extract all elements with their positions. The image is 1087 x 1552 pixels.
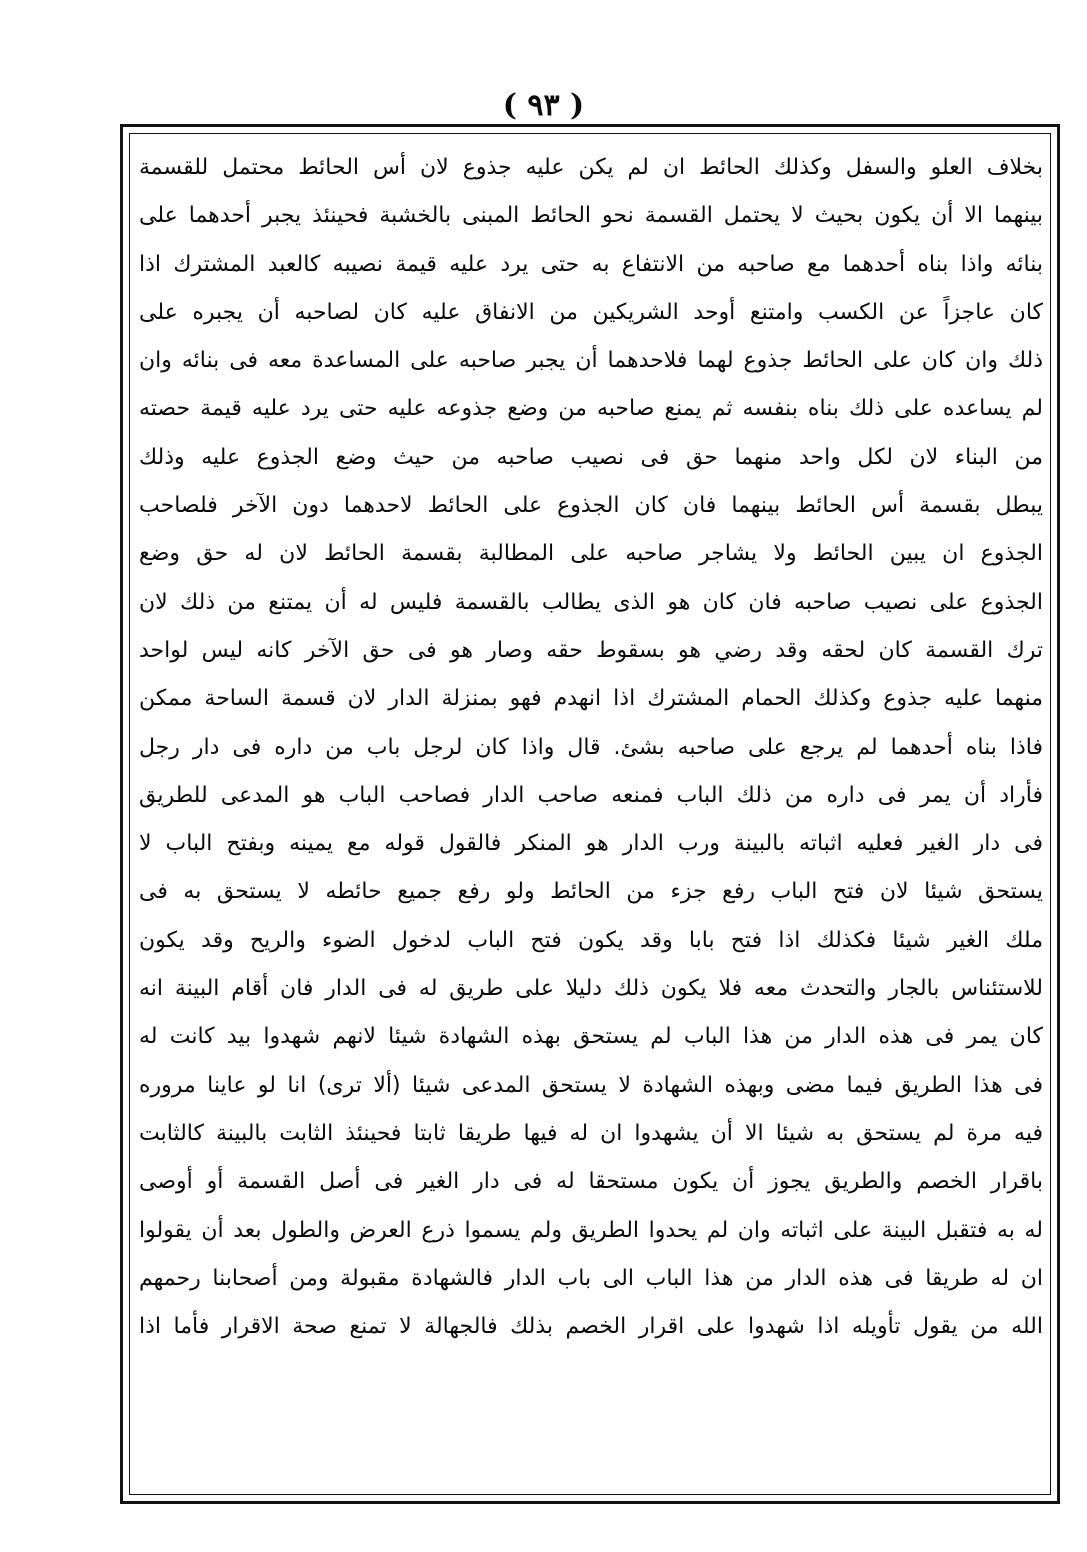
text-line: الله من يقول تأويله اذا شهدوا على اقرار الخصم بذلك فالجهالة لا تمنع صحة الاقرار فأما اذا [139,1314,1043,1340]
text-line: ملك الغير شيئا فكذلك اذا فتح بابا وقد يكون فتح الباب لدخول الضوء والريح وقد يكون [139,927,1043,953]
text-line: كان يمر فى هذه الدار من هذا الباب لم يستحق بهذه الشهادة شيئا لانهم شهدوا بيد كانت له [139,1024,1043,1050]
text-line: ترك القسمة كان لحقه وقد رضي هو بسقوط حقه وصار هو فى حق الآخر كانه ليس لواحد [139,637,1043,663]
text-line: فى هذا الطريق فيما مضى وبهذه الشهادة لا يستحق المدعى شيئا (ألا ترى) انا لو عاينا مروره [139,1072,1043,1098]
text-line: فاذا بناه أحدهما لم يرجع على صاحبه بشئ. قال واذا كان لرجل باب من داره فى دار رجل [139,734,1043,760]
text-line: فيه مرة لم يستحق به شيئا الا أن يشهدوا ان له فيها طريقا ثابتا فحينئذ الثابت بالبينة كالثابت [139,1120,1043,1146]
text-line: بنائه واذا بناه أحدهما مع صاحبه من الانتفاع به حتى يرد عليه قيمة نصيبه كالعبد المشترك اذا [139,251,1043,277]
text-line: ان له طريقا فى هذه الدار من هذا الباب الى باب الدار فالشهادة مقبولة ومن أصحابنا رحمهم [139,1265,1043,1291]
text-line: فى دار الغير فعليه اثباته بالبينة ورب الدار هو المنكر فالقول قوله مع يمينه وبفتح الباب لا [139,831,1043,857]
text-line: له به فتقبل البينة على اثباته وان لم يحدوا الطريق ولم يسموا ذرع العرض والطول بعد أن يقولوا [139,1217,1043,1243]
text-line: كان عاجزاً عن الكسب وامتنع أوحد الشريكين من الانفاق عليه كان لصاحبه أن يجبره على [139,299,1043,325]
text-line: بخلاف العلو والسفل وكذلك الحائط ان لم يكن عليه جذوع لان أس الحائط محتمل للقسمة [139,155,1043,180]
text-line: بينهما الا أن يكون بحيث لا يحتمل القسمة نحو الحائط المبنى بالخشبة فحينئذ يجبر أحدهما على [139,203,1043,229]
text-line: ذلك وان كان على الحائط جذوع لهما فلاحدهما أن يجبر صاحبه على المساعدة معه فى بنائه وان [139,348,1043,374]
text-line: الجذوع ان يبين الحائط ولا يشاجر صاحبه على المطالبة بقسمة الحائط لان له حق وضع [139,541,1043,567]
text-line: فأراد أن يمر فى داره من ذلك الباب فمنعه صاحب الدار فصاحب الباب هو المدعى للطريق [139,782,1043,808]
text-line: منهما عليه جذوع وكذلك الحمام المشترك اذا انهدم فهو بمنزلة الدار لان قسمة الساحة ممكن [139,686,1043,712]
text-line: يبطل بقسمة أس الحائط بينهما فان كان الجذوع على الحائط لاحدهما دون الآخر فلصاحب [139,493,1043,519]
text-line: لم يساعده على ذلك بناه بنفسه ثم يمنع صاحبه من وضع جذوعه عليه حتى يرد عليه قيمة حصته [139,396,1043,422]
text-line: الجذوع على نصيب صاحبه فان كان هو الذى يطالب بالقسمة فليس له أن يمتنع من ذلك لان [139,589,1043,615]
text-line: يستحق شيئا لان فتح الباب رفع جزء من الحائط ولو رفع جميع حائطه لا يستحق به فى [139,879,1043,905]
text-line: من البناء لان لكل واحد منهما حق فى نصيب صاحبه من حيث وضع الجذوع عليه وذلك [139,444,1043,470]
text-line: باقرار الخصم والطريق يجوز أن يكون مستحقا له فى دار الغير فى أصل القسمة أو أوصى [139,1169,1043,1195]
text-line: للاستئناس بالجار والتحدث معه فلا يكون ذلك دليلا على طريق له فى الدار فان أقام البينة انه [139,976,1043,1002]
page-number: ( ٩٣ ) [502,88,585,123]
text-body [133,144,1049,1494]
